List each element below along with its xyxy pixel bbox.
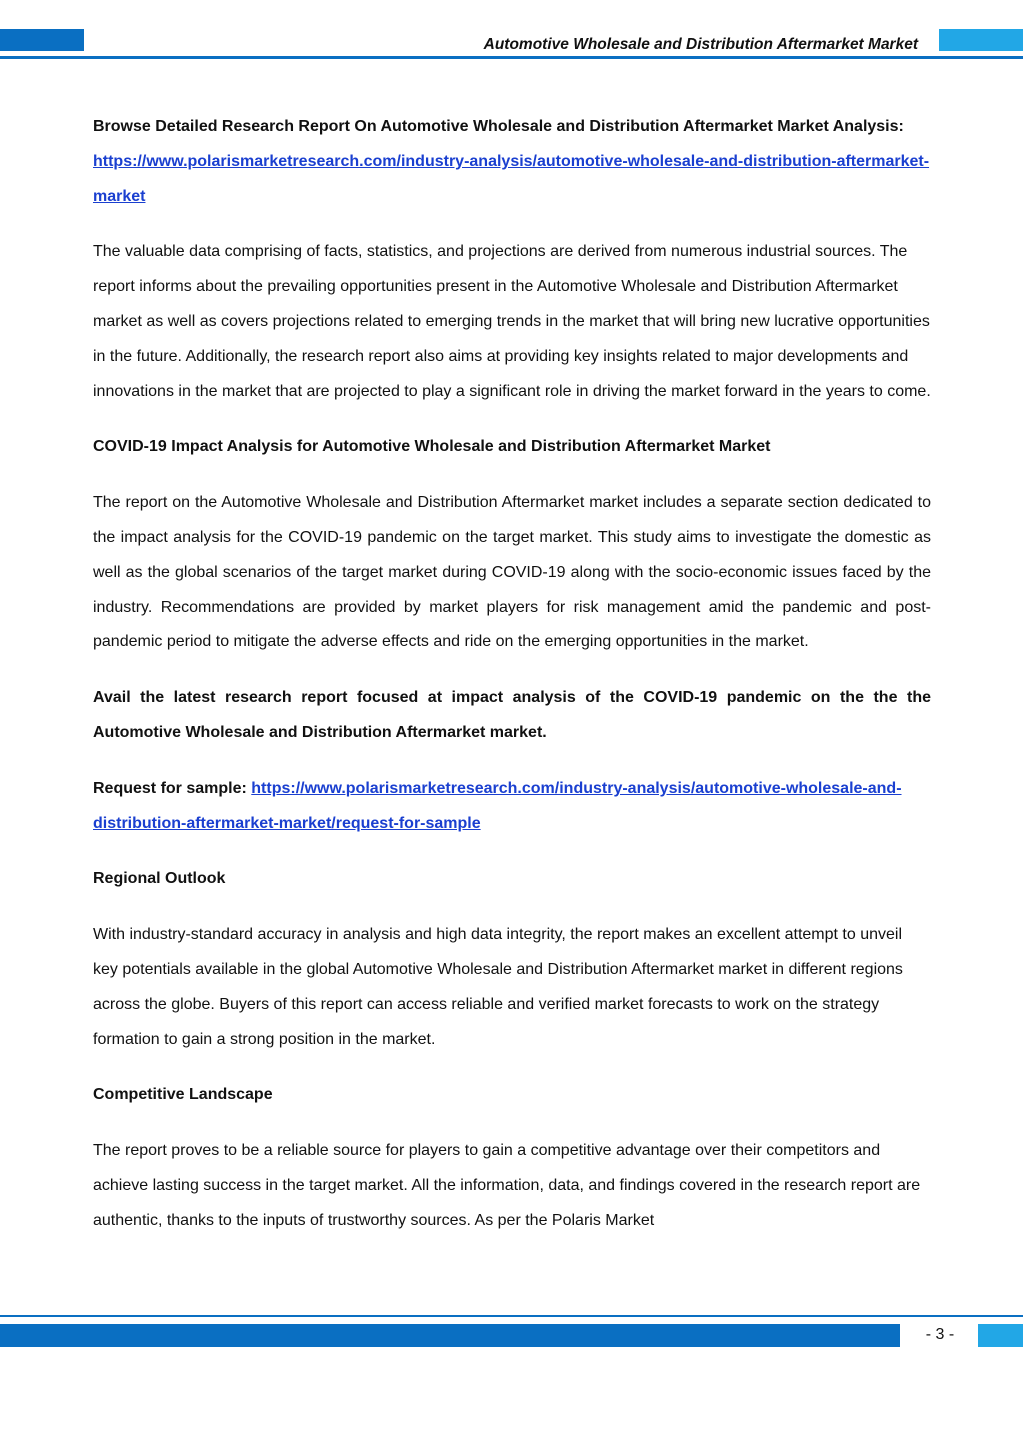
footer-accent-right	[978, 1324, 1023, 1347]
intro-paragraph: The valuable data comprising of facts, statistics, and projections are derived from numerous industrial sources. The report informs about the prevailing opportunities present in the Automotive Wholesale and Distribution Aftermarket market as well as covers projections related to emerging trends in the market that will bring new lucrative opportunities in the future. Additionally, the research report also aims at providing key insights related to major developments and innovations in the market that are projected to play a significant role in driving the market forward in the years to come.	[93, 243, 931, 400]
header-accent-right	[939, 29, 1023, 51]
covid-paragraph: The report on the Automotive Wholesale and Distribution Aftermarket market includes a separate section dedicated to the impact analysis for the COVID-19 pandemic on the target market. This study aims to investigate the domestic as well as the global scenarios of the target market during COVID-19 along with the socio-economic issues faced by the industry. Recommendations are provided by market players for risk management amid the pandemic and post-pandemic period to mitigate the adverse effects and ride on the emerging opportunities in the market.	[93, 494, 931, 651]
covid-heading: COVID-19 Impact Analysis for Automotive Wholesale and Distribution Aftermarket Market	[93, 438, 771, 456]
regional-heading: Regional Outlook	[93, 870, 226, 888]
report-link[interactable]: https://www.polarismarketresearch.com/industry-analysis/automotive-wholesale-and-distribution-aftermarket-market	[93, 152, 930, 205]
competitive-paragraph: The report proves to be a reliable source for players to gain a competitive advantage over their competitors and achieve lasting success in the target market. All the information, data, and findings covered in the research report are authentic, thanks to the inputs of trustworthy sources. As per the Polaris Market	[93, 1142, 921, 1229]
page-number: - 3 -	[925, 1326, 955, 1343]
page-content	[93, 110, 931, 1260]
browse-paragraph	[93, 110, 931, 214]
regional-paragraph: With industry-standard accuracy in analysis and high data integrity, the report makes an excellent attempt to unveil key potentials available in the global Automotive Wholesale and Distribution Aftermarket market in different regions across the globe. Buyers of this report can access reliable and verified market forecasts to work on the strategy formation to gain a strong position in the market.	[93, 926, 903, 1048]
sample-link[interactable]: https://www.polarismarketresearch.com/industry-analysis/automotive-wholesale-and-distribution-aftermarket-market/request-for-sample	[93, 779, 902, 832]
avail-paragraph: Avail the latest research report focused at impact analysis of the COVID-19 pandemic on the the the Automotive Wholesale and Distribution Aftermarket market.	[93, 689, 931, 741]
footer-rule	[0, 1315, 1023, 1317]
sample-lead: Request for sample:	[93, 779, 252, 797]
header-rule	[0, 56, 1023, 59]
browse-lead: Browse Detailed Research Report On Automotive Wholesale and Distribution Aftermarket Market Analysis:	[93, 118, 904, 135]
sample-paragraph	[93, 772, 931, 842]
header-accent-left	[0, 29, 84, 51]
footer-bar	[0, 1324, 900, 1347]
competitive-heading: Competitive Landscape	[93, 1086, 273, 1104]
document-header-title: Automotive Wholesale and Distribution Aftermarket Market	[483, 36, 918, 53]
